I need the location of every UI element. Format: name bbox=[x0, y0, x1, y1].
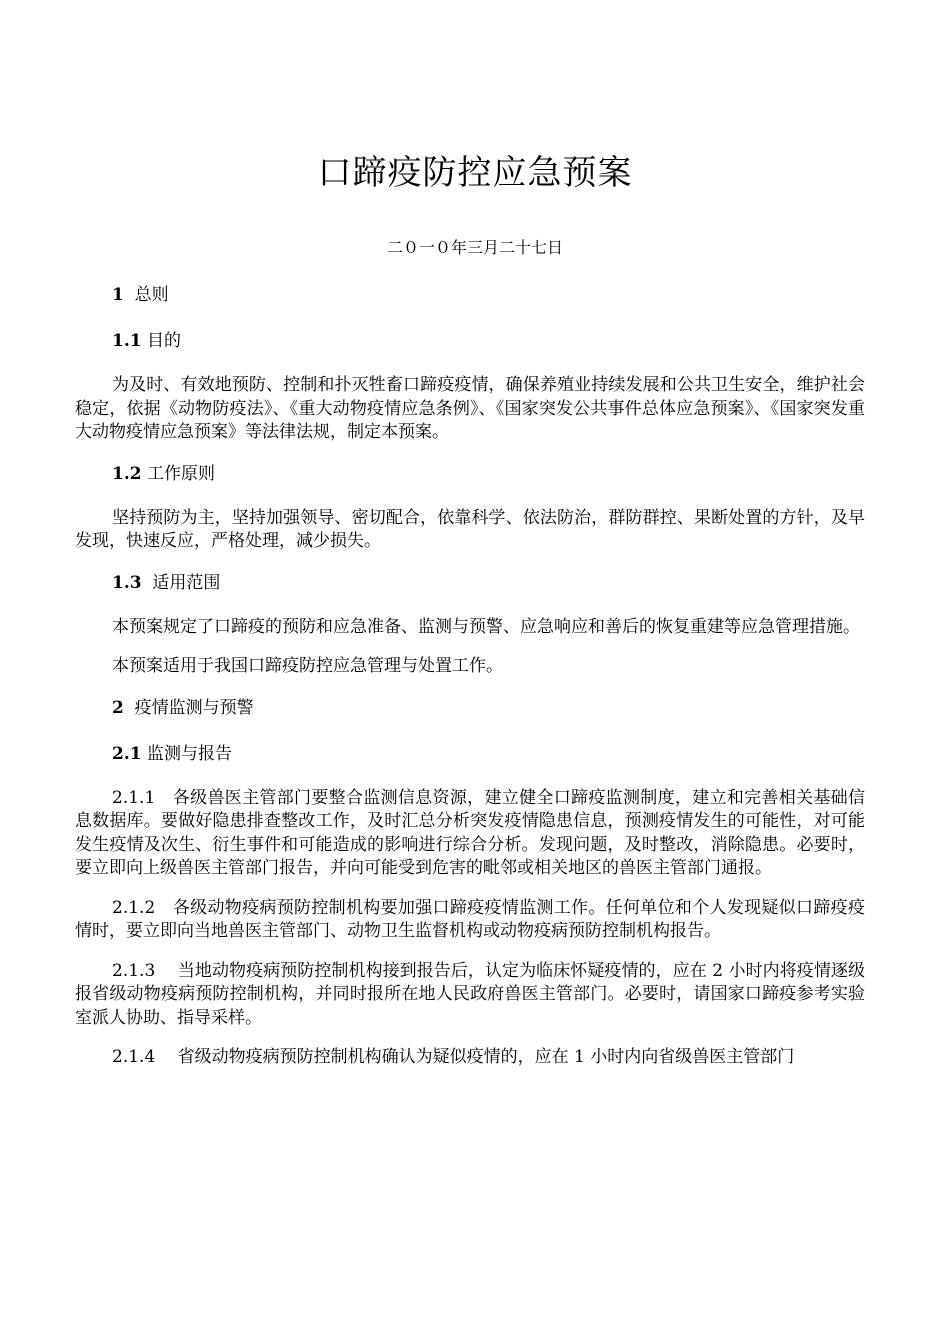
section-heading bbox=[75, 328, 865, 354]
paragraph: 坚持预防为主，坚持加强领导、密切配合，依靠科学、依法防治，群防群控、果断处置的方针，及早发现，快速反应，严格处理，减少损失。 bbox=[75, 507, 865, 551]
section-heading bbox=[75, 282, 865, 308]
paragraph: 为及时、有效地预防、控制和扑灭牲畜口蹄疫疫情，确保养殖业持续发展和公共卫生安全，维护社会稳定，依据《动物防疫法》、《重大动物疫情应急条例》、《国家突发公共事件总体应急预案》、《国家突发重大动物疫情应急预案》等法律法规，制定本预案。 bbox=[75, 375, 865, 442]
document-body bbox=[75, 282, 865, 1086]
section-heading-text: 总则 bbox=[123, 285, 169, 305]
section-heading-text: 监测与报告 bbox=[141, 743, 232, 764]
section-number: 2.1 bbox=[112, 743, 142, 764]
paragraph: 2.1.1 各级兽医主管部门要整合监测信息资源，建立健全口蹄疫监测制度，建立和完善相关基础信息数据库。要做好隐患排查整改工作，及时汇总分析突发疫情隐患信息，预测疫情发生的可能性，对可能发生疫情及次生、衍生事件和可能造成的影响进行综合分析。发现问题，及时整改，消除隐患。必要时，要立即向上级兽医主管部门报告，并向可能受到危害的毗邻或相关地区的兽医主管部门通报。 bbox=[75, 787, 865, 878]
document-title: 口蹄疫防控应急预案 bbox=[317, 153, 633, 193]
section-heading bbox=[75, 695, 865, 721]
paragraph: 本预案规定了口蹄疫的预防和应急准备、监测与预警、应急响应和善后的恢复重建等应急管理措施。 bbox=[112, 616, 860, 637]
section-heading-text: 目的 bbox=[141, 331, 181, 351]
section-heading-text: 工作原则 bbox=[141, 463, 215, 484]
section-heading-text: 疫情监测与预警 bbox=[123, 697, 254, 718]
paragraph: 本预案适用于我国口蹄疫防控应急管理与处置工作。 bbox=[112, 656, 503, 676]
section-number: 1.2 bbox=[112, 463, 142, 484]
paragraph: 2.1.3 当地动物疫病预防控制机构接到报告后，认定为临床怀疑疫情的，应在 2 小时内将疫情逐级报省级动物疫病预防控制机构，并同时报所在地人民政府兽医主管部门。必要时，请国家口蹄疫参考实验室派人协助、指导采样。 bbox=[75, 960, 865, 1028]
document-date: 二０一０年三月二十七日 bbox=[386, 238, 563, 257]
section-number: 1 bbox=[112, 285, 124, 305]
section-number: 1.1 bbox=[112, 331, 142, 351]
section-heading bbox=[75, 741, 865, 767]
section-heading bbox=[75, 461, 865, 487]
paragraph: 2.1.4 省级动物疫病预防控制机构确认为疑似疫情的，应在 1 小时内向省级兽医主管部门 bbox=[112, 1047, 795, 1067]
section-number: 1.3 bbox=[112, 572, 142, 593]
paragraph: 2.1.2 各级动物疫病预防控制机构要加强口蹄疫疫情监测工作。任何单位和个人发现疑似口蹄疫疫情时，要立即向当地兽医主管部门、动物卫生监督机构或动物疫病预防控制机构报告。 bbox=[75, 897, 865, 941]
section-number: 2 bbox=[112, 697, 124, 718]
section-heading-text: 适用范围 bbox=[141, 572, 221, 593]
section-heading bbox=[75, 570, 865, 596]
